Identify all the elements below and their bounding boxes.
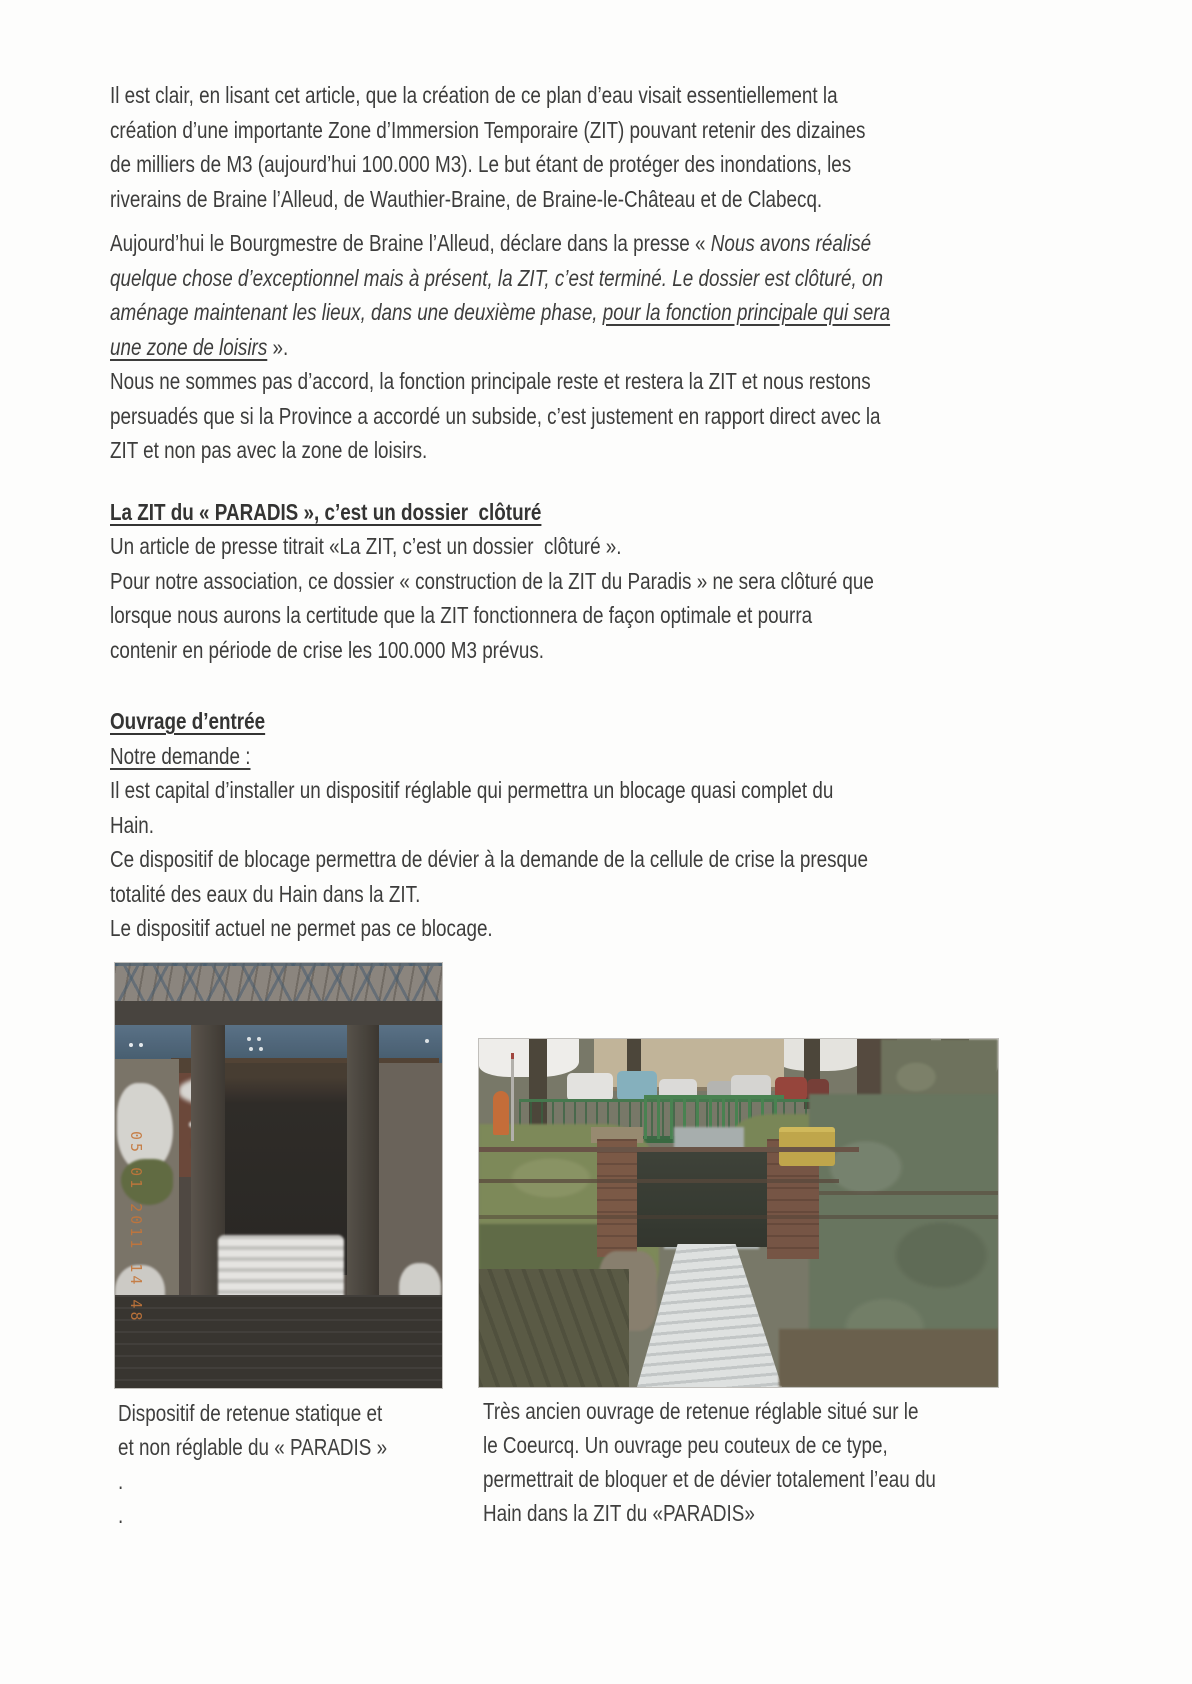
text-segment: totalité des eaux du Hain dans la ZIT.: [110, 880, 421, 907]
caption-line: et non réglable du « PARADIS »: [118, 1434, 388, 1460]
dark-bank-bottom-left: [479, 1269, 629, 1387]
text-segment: Ouvrage d’entrée: [110, 708, 266, 734]
caption-line: Hain dans la ZIT du «PARADIS»: [483, 1500, 755, 1526]
text-segment: ».: [267, 333, 289, 360]
text-segment: Nous ne sommes pas d’accord, la fonction principale reste et restera la ZIT et nous restons: [110, 368, 871, 394]
water-reflection: [218, 1235, 344, 1303]
girder-rivets: [129, 1043, 133, 1047]
text-line: [110, 773, 848, 808]
text-segment: Il est clair, en lisant cet article, que la création de ce plan d’eau visait essentiellement la: [110, 82, 838, 108]
text-line: [110, 842, 869, 877]
text-segment: quelque chose d’exceptionnel mais à présent, la ZIT, c’est terminé. Le dossier est clôturé, on: [110, 264, 883, 291]
caption-line: .: [118, 1468, 124, 1494]
rusty-rail: [479, 1179, 839, 1183]
caption-line: Dispositif de retenue statique et: [118, 1400, 383, 1426]
text-line: [110, 261, 883, 296]
text-line: [110, 877, 848, 912]
text-segment: Hain.: [110, 811, 155, 838]
caption-line: .: [118, 1502, 124, 1528]
text-line: [110, 226, 872, 261]
paragraph: [110, 911, 1010, 946]
photo-adjustable-retention-device: [479, 1039, 998, 1387]
text-segment: de milliers de M3 (aujourd’hui 100.000 M3). Le but étant de protéger des inondations, les: [110, 151, 852, 177]
brick-pier: [597, 1139, 637, 1257]
text-segment: Le dispositif actuel ne permet pas ce blocage.: [110, 915, 493, 941]
paragraph: [110, 842, 1010, 911]
text-line: [110, 529, 848, 564]
paragraph: [110, 78, 1010, 216]
girder-shadow: [115, 1001, 442, 1025]
signpost-pole: [511, 1053, 514, 1141]
text-segment: Il est capital d’installer un dispositif réglable qui permettra un blocage quasi complet du: [110, 777, 834, 803]
text-line: [110, 147, 852, 182]
paragraph: [110, 773, 1010, 842]
text-line: [110, 598, 848, 633]
right-photo-caption: [483, 1394, 1003, 1530]
section-heading: [110, 704, 1010, 739]
text-segment: Aujourd’hui le Bourgmestre de Braine l’Alleud, déclare dans la presse «: [110, 230, 711, 256]
rusty-rail: [479, 1215, 998, 1219]
text-segment: La ZIT du « PARADIS », c’est un dossier clôturé: [110, 498, 542, 525]
text-line: [110, 739, 848, 774]
paragraph: [110, 226, 1010, 364]
left-photo-caption: [118, 1396, 458, 1532]
paragraph: [110, 529, 1010, 667]
text-segment: lorsque nous aurons la certitude que la ZIT fonctionnera de façon optimale et pourra: [110, 602, 813, 628]
text-line: [110, 113, 866, 148]
paragraph: [110, 364, 1010, 468]
text-segment: Nous avons réalisé: [710, 230, 872, 256]
photo-timestamp: 05 01 2011 14 48: [127, 1131, 145, 1324]
text-line: [110, 495, 848, 530]
photo-static-retention-device: [115, 963, 442, 1388]
text-line: [110, 433, 848, 468]
text-line: [110, 704, 848, 739]
text-line: [110, 182, 848, 217]
bridge-lattice-railing: [115, 963, 442, 1006]
text-line: [110, 633, 848, 668]
muddy-bank-bottom-right: [779, 1329, 998, 1387]
text-line: [110, 399, 881, 434]
text-segment: création d’une importante Zone d’Immersion Temporaire (ZIT) pouvant retenir des dizaines: [110, 116, 866, 143]
text-line: [110, 911, 848, 946]
text-segment: une zone de loisirs: [110, 333, 268, 360]
text-segment: contenir en période de crise les 100.000 M3 prévus.: [110, 636, 545, 663]
section-heading: [110, 495, 1010, 530]
rusty-rail: [819, 1191, 998, 1195]
text-segment: Notre demande :: [110, 742, 251, 769]
text-column: [110, 78, 1010, 946]
text-line: [110, 564, 874, 599]
adjustable-sluice-gate: [637, 1147, 767, 1247]
text-segment: pour la fonction principale qui sera: [602, 299, 891, 325]
text-line: [110, 78, 848, 113]
text-line: [110, 330, 848, 365]
text-segment: aménage maintenant les lieux, dans une deuxième phase,: [110, 299, 603, 325]
caption-line: Très ancien ouvrage de retenue réglable situé sur le: [483, 1398, 919, 1424]
caption-line: le Coeurcq. Un ouvrage peu couteux de ce type,: [483, 1432, 888, 1458]
parked-van: [567, 1073, 613, 1101]
orange-bollard: [493, 1091, 509, 1135]
text-segment: riverains de Braine l’Alleud, de Wauthier-Braine, de Braine-le-Château et de Clabecq.: [110, 185, 823, 212]
text-line: [110, 808, 848, 843]
text-segment: persuadés que si la Province a accordé un subside, c’est justement en rapport direct avec la: [110, 402, 881, 429]
text-line: [110, 295, 891, 330]
text-segment: ZIT et non pas avec la zone de loisirs.: [110, 437, 428, 463]
dark-water-surface: [115, 1295, 442, 1388]
caption-line: permettrait de bloquer et de dévier totalement l’eau du: [483, 1466, 936, 1492]
rusty-rail: [479, 1147, 859, 1152]
text-segment: Pour notre association, ce dossier « construction de la ZIT du Paradis » ne sera clôturé que: [110, 567, 874, 594]
text-line: [110, 364, 871, 399]
text-segment: Ce dispositif de blocage permettra de dévier à la demande de la cellule de crise la presque: [110, 846, 869, 872]
text-segment: Un article de presse titrait «La ZIT, c’est un dossier clôturé ».: [110, 533, 622, 559]
paragraph: [110, 739, 1010, 774]
